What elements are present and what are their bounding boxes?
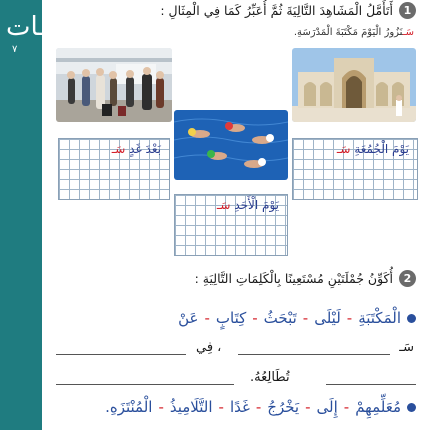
- example-prefix: سَـ: [402, 27, 414, 38]
- word-2-1: مُعَلِّمِهِمْ: [355, 398, 401, 416]
- page-content: [42, 0, 430, 430]
- word-1-3: تَبْحَثُ: [263, 309, 297, 327]
- side-label: ـات: [6, 12, 47, 42]
- word-2-3: يَخْرُجُ: [267, 398, 300, 416]
- exercise-1-instruction: أَتَأَمَّلُ الْمَشَاهِدَ التَّالِيَةَ ثُمَّ أُعَبِّرُ كَمَا فِي الْمِثَالِ :: [160, 3, 393, 18]
- word-separator: -: [158, 398, 164, 416]
- grid-c-marker: سَـ: [216, 198, 231, 212]
- grid-a-text: [112, 142, 161, 156]
- word-separator: -: [255, 398, 262, 416]
- mosque-photo: [292, 48, 416, 122]
- grid-c-phrase: يَوْمَ الْأَحَدِ: [234, 198, 279, 212]
- example-rest: نَزُورُ الْيَوْمَ مَكْتَبَةَ الْمَدْرَسَةِ.: [293, 27, 403, 38]
- word-1-2: لَيْلَى: [314, 309, 341, 327]
- answer-2-blank-b[interactable]: [56, 384, 234, 385]
- airport-photo-art: [56, 48, 172, 122]
- word-separator: -: [346, 309, 353, 327]
- word-1-5: عَنْ: [178, 309, 199, 327]
- grid-b-marker: سَـ: [336, 142, 351, 156]
- answer-2-end: تُطَالِعُهُ.: [250, 370, 290, 385]
- example-sentence: [294, 27, 414, 38]
- word-2-6: الْمُنْتَزَهِ.: [105, 398, 153, 416]
- answer-1-blank-b[interactable]: [56, 354, 186, 355]
- word-set-2-bullet: [407, 403, 416, 412]
- word-separator: -: [302, 309, 309, 327]
- exercise-2-number: 2: [399, 270, 416, 287]
- grid-a-marker: سَـ: [111, 142, 126, 156]
- answer-2-blank-a[interactable]: [326, 384, 416, 385]
- word-separator: -: [204, 309, 210, 327]
- word-2-5: التَّلَامِيذُ: [169, 398, 213, 416]
- grid-b-phrase: يَوْمَ الْجُمُعَةِ: [354, 142, 409, 156]
- exercise-2-header: [195, 270, 416, 287]
- writing-grid-c[interactable]: [174, 194, 288, 256]
- exercise-2-instruction: أُكَوِّنُ جُمْلَتَيْنِ مُسْتَعِينًا بِالْكَلِمَاتِ التَّالِيَةِ :: [194, 271, 393, 286]
- word-1-4: كِتَابٍ: [215, 309, 247, 327]
- word-set-1: [178, 309, 416, 327]
- grid-b-text: [337, 142, 409, 156]
- exercise-1-number: 1: [399, 2, 416, 19]
- grid-c-text: [217, 198, 279, 212]
- word-1-1: الْمَكْتَبَةِ: [358, 309, 401, 327]
- word-2-4: غَدًا: [229, 398, 250, 416]
- word-separator: -: [305, 398, 311, 416]
- word-set-1-bullet: [407, 314, 416, 323]
- answer-1-blank-a[interactable]: [238, 354, 390, 355]
- side-mark: ٧: [12, 44, 18, 55]
- exercise-1-header: [160, 2, 416, 19]
- airport-photo: [56, 48, 172, 122]
- pool-photo: [174, 110, 288, 180]
- word-separator: -: [218, 398, 224, 416]
- answer-1-start: سَـ: [399, 340, 414, 355]
- writing-grid-b[interactable]: [292, 138, 418, 200]
- grid-a-phrase: بَعْدَ غَدٍ: [129, 142, 161, 156]
- word-2-2: إِلَى: [316, 398, 338, 416]
- side-band: [0, 0, 47, 430]
- word-set-2: [105, 398, 416, 416]
- writing-grid-a[interactable]: [58, 138, 170, 200]
- answer-1-mid: ، فِي: [196, 340, 222, 355]
- mosque-photo-art: [292, 48, 416, 122]
- pool-photo-art: [174, 110, 288, 180]
- word-separator: -: [343, 398, 350, 416]
- word-separator: -: [252, 309, 258, 327]
